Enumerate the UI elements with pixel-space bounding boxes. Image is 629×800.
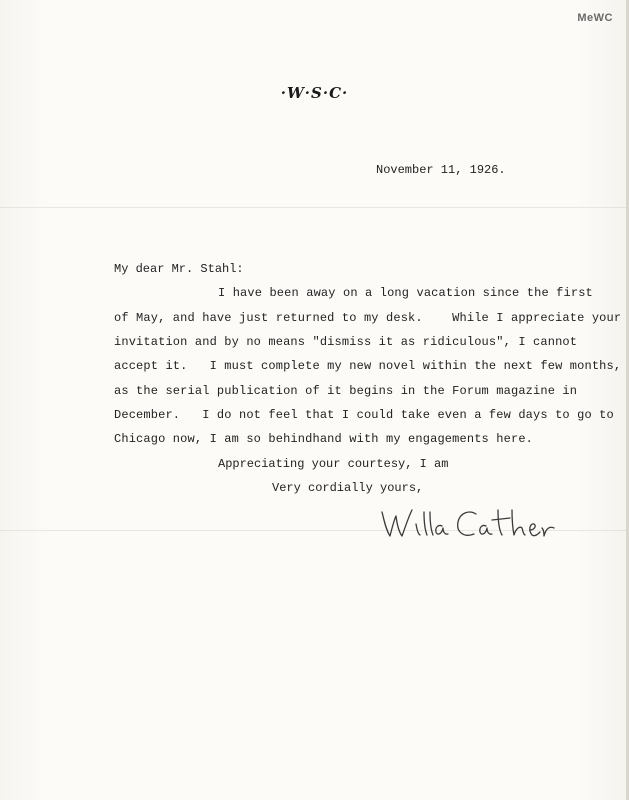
body-line: invitation and by no means "dismiss it as ridiculous", I cannot xyxy=(114,335,578,349)
paper-fold xyxy=(0,207,629,208)
body-line: I have been away on a long vacation since the first xyxy=(218,286,593,300)
signature-image xyxy=(372,500,562,548)
complimentary-close: Very cordially yours, xyxy=(272,481,424,495)
salutation: My dear Mr. Stahl: xyxy=(114,262,244,276)
body-line: December. I do not feel that I could take even a few days to go to xyxy=(114,408,614,422)
letter-date: November 11, 1926. xyxy=(376,163,506,177)
handwritten-signature xyxy=(372,500,562,548)
letterhead-monogram: ·W·S·C· xyxy=(280,84,349,102)
body-line: as the serial publication of it begins in the Forum magazine in xyxy=(114,384,578,398)
closing-line: Appreciating your courtesy, I am xyxy=(218,457,449,471)
archive-tag: MeWC xyxy=(577,12,613,24)
body-line: Chicago now, I am so behindhand with my engagements here. xyxy=(114,432,534,446)
body-line: accept it. I must complete my new novel within the next few months, xyxy=(114,359,622,373)
body-line: of May, and have just returned to my desk. While I appreciate your xyxy=(114,311,622,325)
